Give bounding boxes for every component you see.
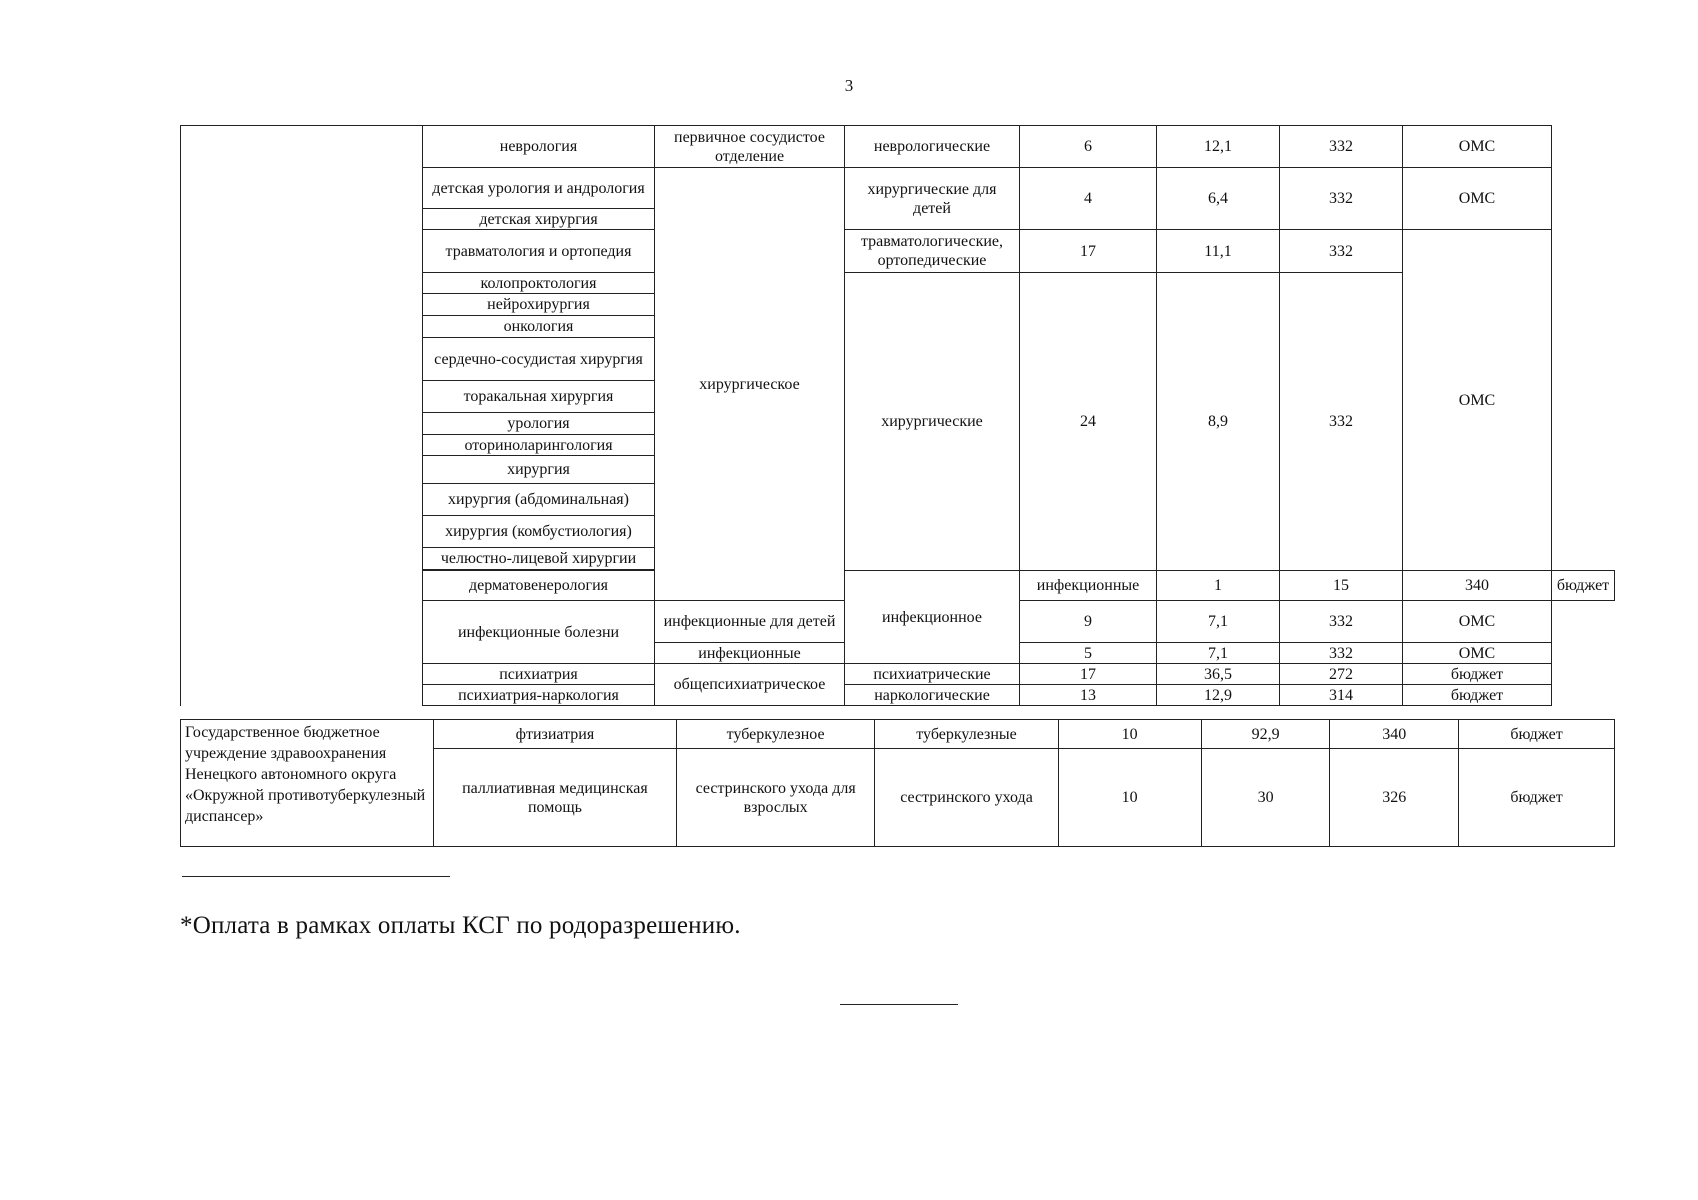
- beds-profile-cell: травматологические, ортопедические: [845, 230, 1020, 273]
- beds-profile-cell: инфекционные для детей: [655, 601, 845, 643]
- bed-count-cell: 13: [1020, 685, 1157, 706]
- bed-count-cell: 5: [1020, 643, 1157, 664]
- footnote-text: *Оплата в рамках оплаты КСГ по родоразрешению.: [180, 912, 741, 939]
- profile-cell: дерматовенерология: [423, 571, 655, 601]
- profile-cell: неврология: [423, 126, 655, 168]
- avg-days-cell: 11,1: [1157, 230, 1280, 273]
- profile-cell: инфекционные болезни: [423, 601, 655, 664]
- bed-work-cell: 332: [1280, 168, 1403, 230]
- funding-source-cell: бюджет: [1552, 571, 1615, 601]
- bed-work-cell: 332: [1280, 601, 1403, 643]
- profile-cell: челюстно-лицевой хирургии: [423, 548, 655, 570]
- bed-work-cell: 332: [1280, 230, 1403, 273]
- funding-source-cell: ОМС: [1403, 643, 1552, 664]
- footnote-divider: [182, 876, 450, 877]
- organization-cell: Государственное бюджетное учреждение здравоохранения Ненецкого автономного округа «Окружной противотуберкулезный диспансер»: [181, 720, 434, 847]
- bed-count-cell: 4: [1020, 168, 1157, 230]
- beds-profile-cell: психиатрические: [845, 664, 1020, 685]
- bed-count-cell: 10: [1058, 749, 1201, 847]
- profile-cell: хирургия: [423, 456, 655, 484]
- funding-source-cell: ОМС: [1403, 230, 1552, 571]
- avg-days-cell: 12,9: [1157, 685, 1280, 706]
- department-cell: общепсихиатрическое: [655, 664, 845, 706]
- department-cell: туберкулезное: [676, 720, 875, 749]
- funding-source-cell: бюджет: [1403, 664, 1552, 685]
- avg-days-cell: 7,1: [1157, 643, 1280, 664]
- bed-count-cell: 17: [1020, 230, 1157, 273]
- beds-profile-cell: инфекционные: [655, 643, 845, 664]
- beds-profile-cell: хирургические: [845, 273, 1020, 571]
- bed-count-cell: 24: [1020, 273, 1157, 571]
- profile-cell: торакальная хирургия: [423, 381, 655, 413]
- avg-days-cell: 12,1: [1157, 126, 1280, 168]
- profile-cell: оториноларингология: [423, 435, 655, 456]
- bed-work-cell: 314: [1280, 685, 1403, 706]
- page-number: 3: [844, 76, 854, 95]
- department-cell: сестринского ухода для взрослых: [676, 749, 875, 847]
- department-cell: первичное сосудистое отделение: [655, 126, 845, 168]
- bed-work-cell: 332: [1280, 126, 1403, 168]
- bed-work-cell: 340: [1403, 571, 1552, 601]
- organization-cell-empty: [181, 126, 423, 706]
- avg-days-cell: 15: [1280, 571, 1403, 601]
- profile-cell: сердечно-сосудистая хирургия: [423, 338, 655, 381]
- profile-cell: психиатрия-наркология: [423, 685, 655, 706]
- funding-source-cell: бюджет: [1459, 720, 1615, 749]
- avg-days-cell: 30: [1201, 749, 1330, 847]
- avg-days-cell: 36,5: [1157, 664, 1280, 685]
- beds-profile-cell: хирургические для детей: [845, 168, 1020, 230]
- bed-work-cell: 272: [1280, 664, 1403, 685]
- avg-days-cell: 92,9: [1201, 720, 1330, 749]
- funding-source-cell: ОМС: [1403, 601, 1552, 643]
- profile-cell: онкология: [423, 316, 655, 338]
- bed-work-cell: 340: [1330, 720, 1459, 749]
- bed-count-cell: 6: [1020, 126, 1157, 168]
- avg-days-cell: 8,9: [1157, 273, 1280, 571]
- avg-days-cell: 6,4: [1157, 168, 1280, 230]
- profile-cell: детская урология и андрология: [423, 168, 655, 209]
- profile-cell: фтизиатрия: [434, 720, 677, 749]
- bed-count-cell: 10: [1058, 720, 1201, 749]
- profile-cell: урология: [423, 413, 655, 435]
- profile-cell: нейрохирургия: [423, 294, 655, 316]
- beds-profile-cell: инфекционные: [1020, 571, 1157, 601]
- profile-cell: паллиативная медицинская помощь: [434, 749, 677, 847]
- avg-days-cell: 7,1: [1157, 601, 1280, 643]
- table-row: [181, 126, 1615, 168]
- beds-profile-cell: сестринского ухода: [875, 749, 1058, 847]
- bed-work-cell: 326: [1330, 749, 1459, 847]
- profile-cell: травматология и ортопедия: [423, 230, 655, 273]
- beds-profile-cell: неврологические: [845, 126, 1020, 168]
- bed-count-cell: 9: [1020, 601, 1157, 643]
- department-cell: инфекционное: [845, 571, 1020, 664]
- profile-cell: хирургия (комбустиология): [423, 516, 655, 548]
- funding-source-cell: ОМС: [1403, 168, 1552, 230]
- bed-work-cell: 332: [1280, 273, 1403, 571]
- beds-table: [180, 125, 1615, 706]
- beds-profile-cell: наркологические: [845, 685, 1020, 706]
- profile-cell: хирургия (абдоминальная): [423, 484, 655, 516]
- end-of-document-rule: [840, 1004, 958, 1005]
- profile-cell: детская хирургия: [423, 209, 655, 230]
- bed-count-cell: 17: [1020, 664, 1157, 685]
- table-row: [181, 720, 1615, 749]
- funding-source-cell: ОМС: [1403, 126, 1552, 168]
- beds-profile-cell: туберкулезные: [875, 720, 1058, 749]
- beds-table-continued: [180, 719, 1615, 847]
- profile-cell: колопроктология: [423, 273, 655, 294]
- funding-source-cell: бюджет: [1459, 749, 1615, 847]
- bed-count-cell: 1: [1157, 571, 1280, 601]
- funding-source-cell: бюджет: [1403, 685, 1552, 706]
- bed-work-cell: 332: [1280, 643, 1403, 664]
- profile-cell: психиатрия: [423, 664, 655, 685]
- department-cell: хирургическое: [655, 168, 845, 601]
